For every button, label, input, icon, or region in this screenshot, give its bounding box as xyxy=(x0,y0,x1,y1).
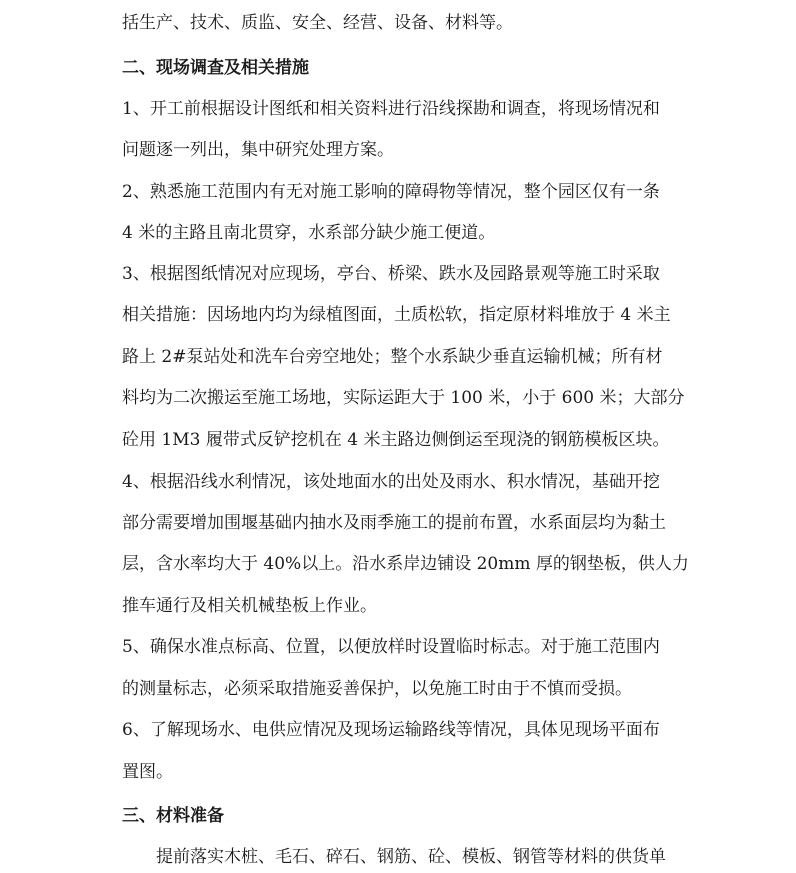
text-line: 提前落实木桩、毛石、碎石、钢筋、砼、模板、钢管等材料的供货单 xyxy=(156,847,666,867)
text-line: 相关措施：因场地内均为绿植图面，土质松软，指定原材料堆放于 4 米主 xyxy=(122,305,671,325)
text-line: 问题逐一列出，集中研究处理方案。 xyxy=(122,140,394,160)
text-line: 部分需要增加围堰基础内抽水及雨季施工的提前布置，水系面层均为黏土 xyxy=(122,513,666,533)
text-line: 的测量标志，必须采取措施妥善保护，以免施工时由于不慎而受损。 xyxy=(122,679,632,699)
text-line: 砼用 1M3 履带式反铲挖机在 4 米主路边侧倒运至现浇的钢筋模板区块。 xyxy=(122,430,670,450)
text-line: 5、确保水准点标高、位置，以便放样时设置临时标志。对于施工范围内 xyxy=(122,637,660,657)
text-line: 推车通行及相关机械垫板上作业。 xyxy=(122,596,377,616)
section-heading: 三、材料准备 xyxy=(122,806,224,826)
text-line: 料均为二次搬运至施工场地，实际运距大于 100 米，小于 600 米；大部分 xyxy=(122,388,685,408)
text-line: 1、开工前根据设计图纸和相关资料进行沿线探勘和调查，将现场情况和 xyxy=(122,99,660,119)
text-line: 层，含水率均大于 40%以上。沿水系岸边铺设 20mm 厚的钢垫板，供人力 xyxy=(122,554,689,574)
text-line: 4、根据沿线水利情况，该处地面水的出处及雨水、积水情况，基础开挖 xyxy=(122,472,660,492)
text-line: 6、了解现场水、电供应情况及现场运输路线等情况，具体见现场平面布 xyxy=(122,720,660,740)
text-line: 路上 2#泵站处和洗车台旁空地处；整个水系缺少垂直运输机械；所有材 xyxy=(122,347,663,367)
text-line: 3、根据图纸情况对应现场，亭台、桥梁、跌水及园路景观等施工时采取 xyxy=(122,264,660,284)
text-line: 4 米的主路且南北贯穿，水系部分缺少施工便道。 xyxy=(122,223,496,243)
text-line: 置图。 xyxy=(122,762,173,782)
section-heading: 二、现场调查及相关措施 xyxy=(122,58,309,78)
text-line: 括生产、技术、质监、安全、经营、设备、材料等。 xyxy=(122,13,513,33)
text-line: 2、熟悉施工范围内有无对施工影响的障碍物等情况，整个园区仅有一条 xyxy=(122,182,660,202)
